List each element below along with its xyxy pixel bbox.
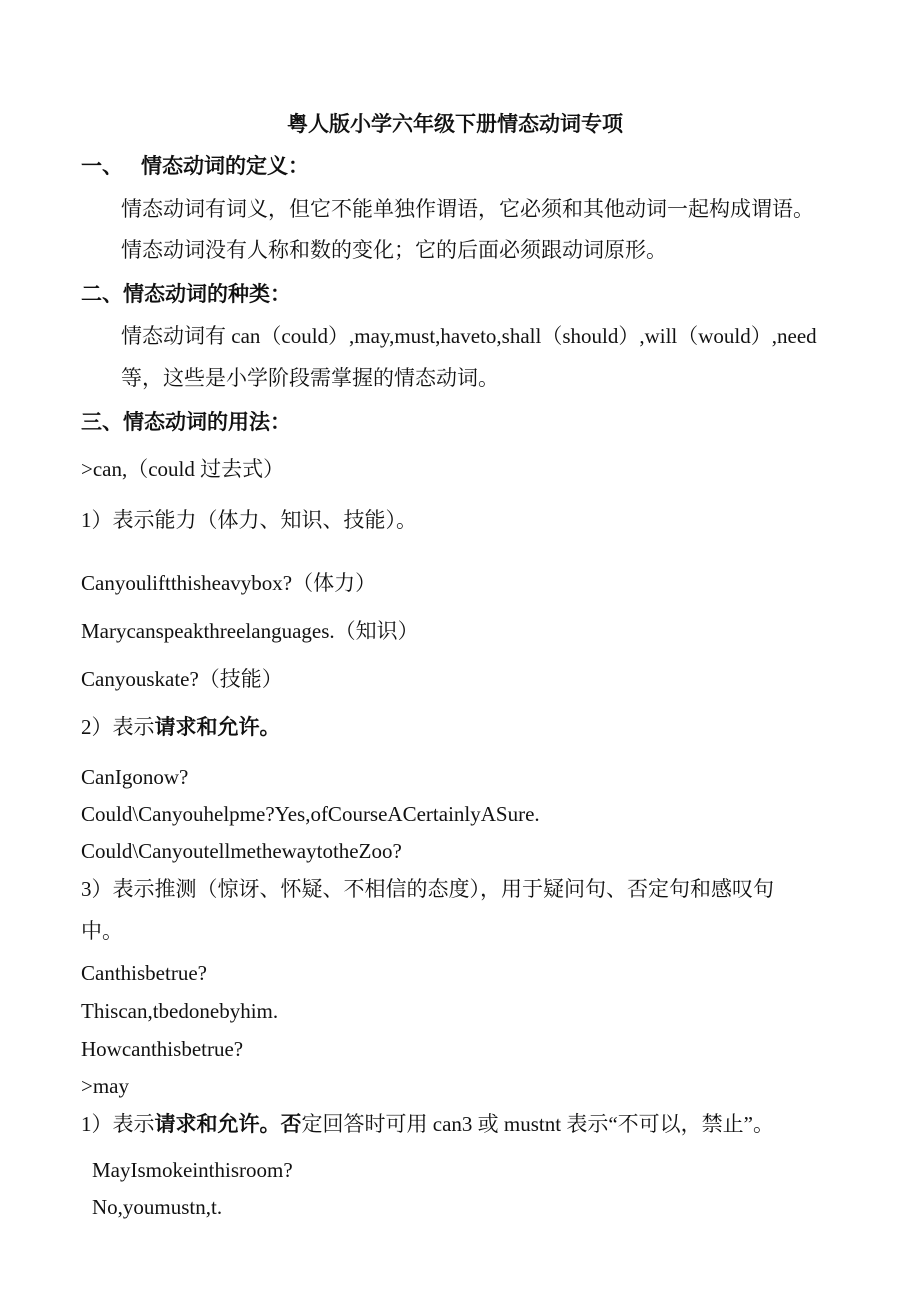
section-1-paragraph-1: 情态动词有词义，但它不能单独作谓语，它必须和其他动词一起构成谓语。 — [121, 197, 814, 221]
can-heading: >can,（could 过去式） — [81, 457, 285, 481]
may-usage-1-prefix: 1）表示 — [81, 1112, 155, 1136]
can-example-4: CanIgonow? — [81, 765, 189, 789]
can-usage-3-line-1: 3）表示推测（惊讶、怀疑、不相信的态度），用于疑问句、否定句和感叹句 — [81, 877, 774, 901]
may-usage-1-bold: 请求和允许。否 — [154, 1112, 302, 1136]
doc-title: 粤人版小学六年级下册情态动词专项 — [287, 112, 623, 136]
can-usage-2-bold: 请求和允许。 — [154, 715, 281, 739]
section-2-paragraph-1: 情态动词有 can（could）,may,must,haveto,shall（should）,will（would）,need — [121, 324, 817, 348]
can-example-8: Thiscan,tbedonebyhim. — [81, 999, 279, 1023]
section-1-paragraph-2: 情态动词没有人称和数的变化；它的后面必须跟动词原形。 — [121, 238, 667, 262]
can-example-5: Could\Canyouhelpme?Yes,ofCourseACertainlyASure. — [81, 802, 540, 826]
can-example-3: Canyouskate?（技能） — [81, 667, 283, 691]
can-usage-3-line-2: 中。 — [81, 919, 123, 943]
can-usage-2 — [81, 714, 281, 740]
can-usage-1: 1）表示能力（体力、知识、技能）。 — [81, 508, 417, 532]
can-example-6: Could\CanyoutellmethewaytotheZoo? — [81, 839, 402, 863]
can-example-1: Canyouliftthisheavybox?（体力） — [81, 571, 377, 595]
can-example-7: Canthisbetrue? — [81, 961, 207, 985]
may-heading: >may — [81, 1074, 129, 1098]
can-example-9: Howcanthisbetrue? — [81, 1037, 244, 1061]
may-usage-1-rest: 定回答时可用 can3 或 mustnt 表示“不可以，禁止”。 — [301, 1112, 774, 1136]
can-usage-2-prefix: 2）表示 — [81, 715, 155, 739]
may-example-2: No,youmustn,t. — [92, 1195, 223, 1219]
section-1-title: 情态动词的定义： — [141, 154, 309, 178]
section-1-number: 一、 — [81, 154, 123, 178]
section-2-paragraph-2: 等，这些是小学阶段需掌握的情态动词。 — [121, 366, 499, 390]
section-3-title: 三、情态动词的用法： — [81, 410, 291, 434]
may-example-1: MayIsmokeinthisroom? — [92, 1158, 293, 1182]
section-2-title: 二、情态动词的种类： — [81, 282, 291, 306]
may-usage-1 — [81, 1111, 774, 1137]
can-example-2: Marycanspeakthreelanguages.（知识） — [81, 619, 419, 643]
